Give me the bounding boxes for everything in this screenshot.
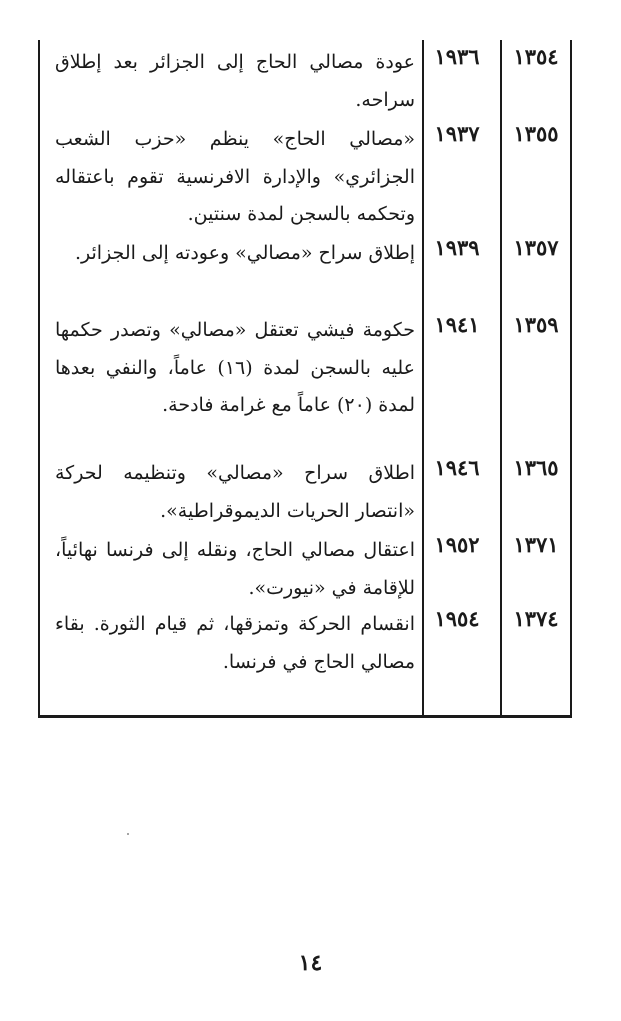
- event-description-cell: انقسام الحركة وتمزقها، ثم قيام الثورة. بقاء مصالي الحاج في فرنسا.: [55, 613, 415, 673]
- hijri-year-cell: ١٣٧٤: [513, 606, 559, 631]
- hijri-year-cell: ١٣٧١: [513, 532, 559, 557]
- gregorian-year-cell: ١٩٤١: [434, 312, 480, 337]
- hijri-year-cell: ١٣٥٥: [513, 121, 559, 146]
- gregorian-year-cell: ١٩٣٦: [434, 44, 480, 69]
- scan-speck: [127, 833, 129, 835]
- event-description-cell: اطلاق سراح «مصالي» وتنظيمه لحركة «انتصار الحريات الديموقراطية».: [55, 462, 415, 522]
- gregorian-year-cell: ١٩٥٤: [434, 606, 480, 631]
- gregorian-year-cell: ١٩٥٢: [434, 532, 480, 557]
- hijri-year-cell: ١٣٥٤: [513, 44, 559, 69]
- gregorian-year-cell: ١٩٣٧: [434, 121, 480, 146]
- event-description-cell: إطلاق سراح «مصالي» وعودته إلى الجزائر.: [74, 242, 415, 264]
- hijri-year-cell: ١٣٦٥: [513, 455, 559, 480]
- gregorian-year-cell: ١٩٣٩: [434, 235, 480, 260]
- event-description-cell: حكومة فيشي تعتقل «مصالي» وتصدر حكمها عليه بالسجن لمدة (١٦) عاماً، والنفي بعدها لمدة (٢٠) عاماً مع غرامة فادحة.: [55, 319, 416, 416]
- event-description-cell: «مصالي الحاج» ينظم «حزب الشعب الجزائري» والإدارة الافرنسية تقوم باعتقاله وتحكمه بالسجن لمدة سنتين.: [55, 128, 415, 225]
- hijri-year-cell: ١٣٥٩: [513, 312, 559, 337]
- gregorian-year-cell: ١٩٤٦: [434, 455, 480, 480]
- event-description-cell: اعتقال مصالي الحاج، ونقله إلى فرنسا نهائياً، للإقامة في «نيورت».: [55, 539, 415, 599]
- page-number: ١٤: [298, 950, 323, 976]
- hijri-year-cell: ١٣٥٧: [513, 235, 559, 260]
- event-description-cell: عودة مصالي الحاج إلى الجزائر بعد إطلاق سراحه.: [55, 51, 415, 111]
